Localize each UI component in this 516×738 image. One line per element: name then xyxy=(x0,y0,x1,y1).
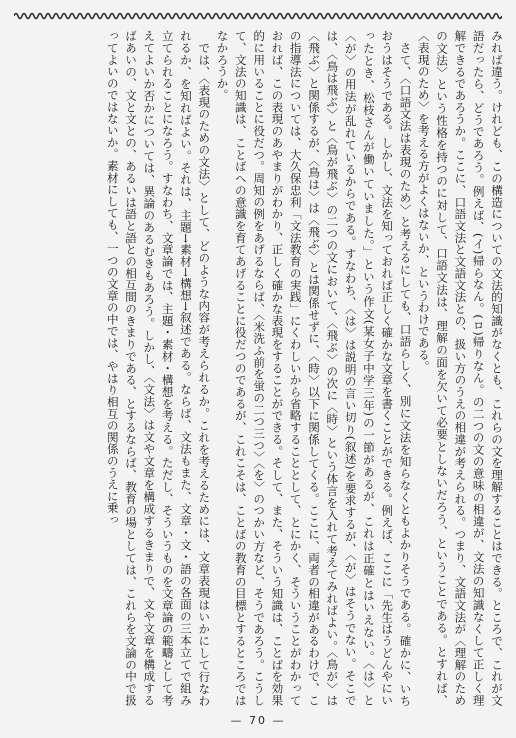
page-number: — 70 — xyxy=(230,714,286,727)
paragraph-2: さて、〈口語文法は表現のため〉と考えるにしても、口語らしく、別に文法を知らなくともよかりそうである。確かに、いちおうはそうである。しかし、文法を知っておれば正しく確かな文章を書くことができる。例えば、ここに「先生はうどんやにいったとき、松枝さんが働いていました。」という作文(某女子中学三年)の一節があるが、これは正確とはいえない。〈は〉と〈が〉の用法が乱れているからである。すなわち、〈は〉は説明の言い切り(叙述)を要求するが、〈が〉はそうでない。そこでは、〈鳥は飛ぶ〉と〈鳥が飛ぶ〉の二つの文において、〈飛ぶ〉の次に〈時〉という体言を入れて考えてみればよい。〈鳥が〉は〈飛ぶ〉と関係するが、〈鳥は〉は〈飛ぶ〉とは関係せずに、〈時〉以下に関係してくる。ここに、両者の相違があるわけで、この指導法については、大久保忠利「文法教育の実践」にくわしいから省略することとして、とにかく、そういうことがわかっておれば、この表現のあやまりがわかり、正しく確かな表現をすることができる。そして、また、そういう知識は、ことばを効果的に用いることに役だつ。周知の例をあげるならば、〈米洗ふ前を蛍の二つ三つ〉〈を〉のつかい方など、そうであろう。こうして、文法の知識は、ことばへの意識を育てあげることに役だつのであるが、これこそは、ことばの教育の目標とするところではなかろうか。 xyxy=(215,30,413,706)
paragraph-3: では、〈表現のための文法〉として、どのような内容が考えられるか。これを考えるためには、文章表現はいかにして行なわれるか、を知ればよい。それは、主題→素材→構想→叙述である。ならば、文法もまた、文章・文・語の各面の三本立てで組み立てられることになろう。すなわち、文章論では、主題・素材・構想を考える。ただし、そういうものを文章論の範疇として考えてよいか否かについては、異論のあるむきもあろう。しかし、〈文法〉は文や文章を構成するきまりで、文や文章を構成するばあいの、文と文との、あるいは語と語との相互間のきまりである、とするならば、教育の場としては、これらを文論の中で扱ってよいのではないか。素材にしても、一つの文章の中では、やはり相互の関係のうえに乗っ xyxy=(105,30,212,706)
paragraph-1: みれば違う。けれども、この構造についての文法的知識がなくとも、これらの文を理解することはできる。ところで、これが文語だったら、どうであろう。例えば、(イ)帰らなん。(ロ)帰りなん。の二つの文の意味の相違が、文法の知識なくして正しく理解できるであろうか。ここに、口語文法と文語文法との、扱い方のうえの相違が考えられる。つまり、文語文法が〈理解のための文法〉という性格を持つのに対して、口語文法は、理解の面を欠いて必要としないだろう、ということである。とすれば、〈表現のため〉を考える方がよくはないか、というわけである。 xyxy=(416,30,504,706)
vertical-body-text xyxy=(16,30,506,706)
top-wavy-rule xyxy=(14,10,502,22)
